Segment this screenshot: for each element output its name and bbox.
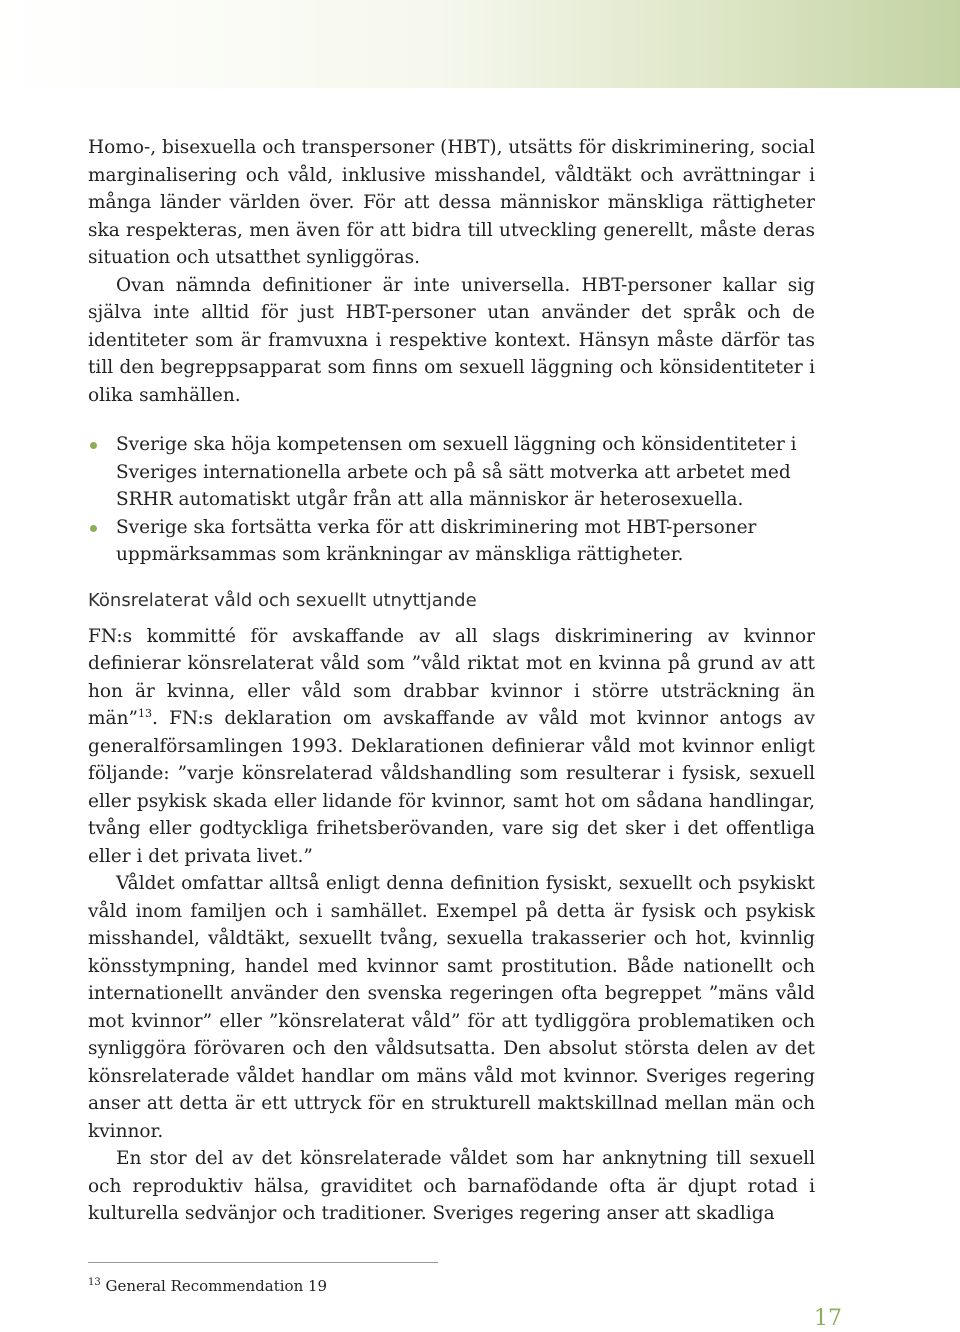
paragraph-hbt-intro: Homo-, bisexuella och transpersoner (HBT), utsätts för diskriminering, social marginalisering och våld, inklusive misshandel, våldtäkt och avrättningar i många länder världen över. För att dessa människor mänskliga rättigheter ska respekteras, men även för att bidra till utveckling generellt, måste deras situation och utsatthet synliggöras.: [88, 137, 815, 268]
bullet-text: Sverige ska fortsätta verka för att diskriminering mot HBT-personer uppmärksammas som kränkningar av mänskliga rättigheter.: [116, 516, 757, 565]
footnote-reference[interactable]: 13: [137, 706, 152, 720]
main-text: [88, 134, 815, 1228]
bullet-dot-icon: [90, 525, 97, 532]
header-band: [0, 0, 960, 88]
paragraph-fn-committee: [88, 623, 815, 871]
bullet-dot-icon: [90, 442, 97, 449]
page-number: 17: [814, 1306, 842, 1331]
paragraph-definitions: Ovan nämnda definitioner är inte universella. HBT-personer kallar sig själva inte alltid för just HBT-personer utan använder det språk och de identiteter som är framvuxna i respektive kontext. Hänsyn måste därför tas till den begreppsapparat som finns om sexuell läggning och könsidentiteter i olika samhällen.: [88, 274, 815, 406]
bullet-item: [88, 514, 815, 569]
bullet-text: Sverige ska höja kompetensen om sexuell läggning och könsidentiteter i Sveriges internationella arbete och på så sätt motverka att arbetet med SRHR automatiskt utgår från att alla människor är heterosexuella.: [116, 434, 797, 510]
section-heading: Könsrelaterat våld och sexuellt utnyttjande: [88, 589, 477, 611]
paragraph-text: . FN:s deklaration om avskaffande av våld mot kvinnor antogs av generalförsamlingen 1993. Deklarationen definierar våld mot kvinnor enligt följande: ”varje könsrelaterad våldshandling som resulterar i fysisk, sexuell eller psykisk skada eller lidande för kvinnor, samt hot om sådana handlingar, tvång eller godtyckliga frihetsberövanden, vare sig det sker i det offentliga eller i det privata livet.”: [88, 708, 815, 867]
footnote-divider: [88, 1262, 438, 1263]
footnote: [88, 1276, 327, 1296]
footnote-text: General Recommendation 19: [100, 1277, 328, 1295]
paragraph-text: FN:s kommitté för avskaffande av all slags diskriminering av kvinnor definierar könsrelaterat våld som ”våld riktat mot en kvinna på grund av att hon är kvinna, eller våld som drabbar kvinnor i större utsträckning än män”: [88, 625, 815, 729]
paragraph-cultural-practices: En stor del av det könsrelaterade våldet som har anknytning till sexuell och reproduktiv hälsa, graviditet och barnafödande ofta är djupt rotad i kulturella sedvänjor och traditioner. Sveriges regering anser att skadliga: [88, 1148, 815, 1224]
paragraph-violence-definition: Våldet omfattar alltså enligt denna definition fysiskt, sexuellt och psykiskt våld inom familjen och i samhället. Exempel på detta är fysisk och psykisk misshandel, våldtäkt, sexuellt tvång, sexuella trakasserier och hot, kvinnlig könsstympning, handel med kvinnor samt prostitution. Både nationellt och internationellt använder den svenska regeringen ofta begreppet ”mäns våld mot kvinnor” eller ”könsrelaterat våld” för att tydliggöra problematiken och synliggöra förövaren och den våldsutsatta. Den absolut största delen av det könsrelaterade våldet handlar om mäns våld mot kvinnor. Sveriges regering anser att detta är ett uttryck för en strukturell maktskillnad mellan män och kvinnor.: [88, 873, 815, 1142]
footnote-number: 13: [88, 1277, 101, 1288]
bullet-item: [88, 431, 815, 514]
bullet-list: [88, 431, 815, 569]
